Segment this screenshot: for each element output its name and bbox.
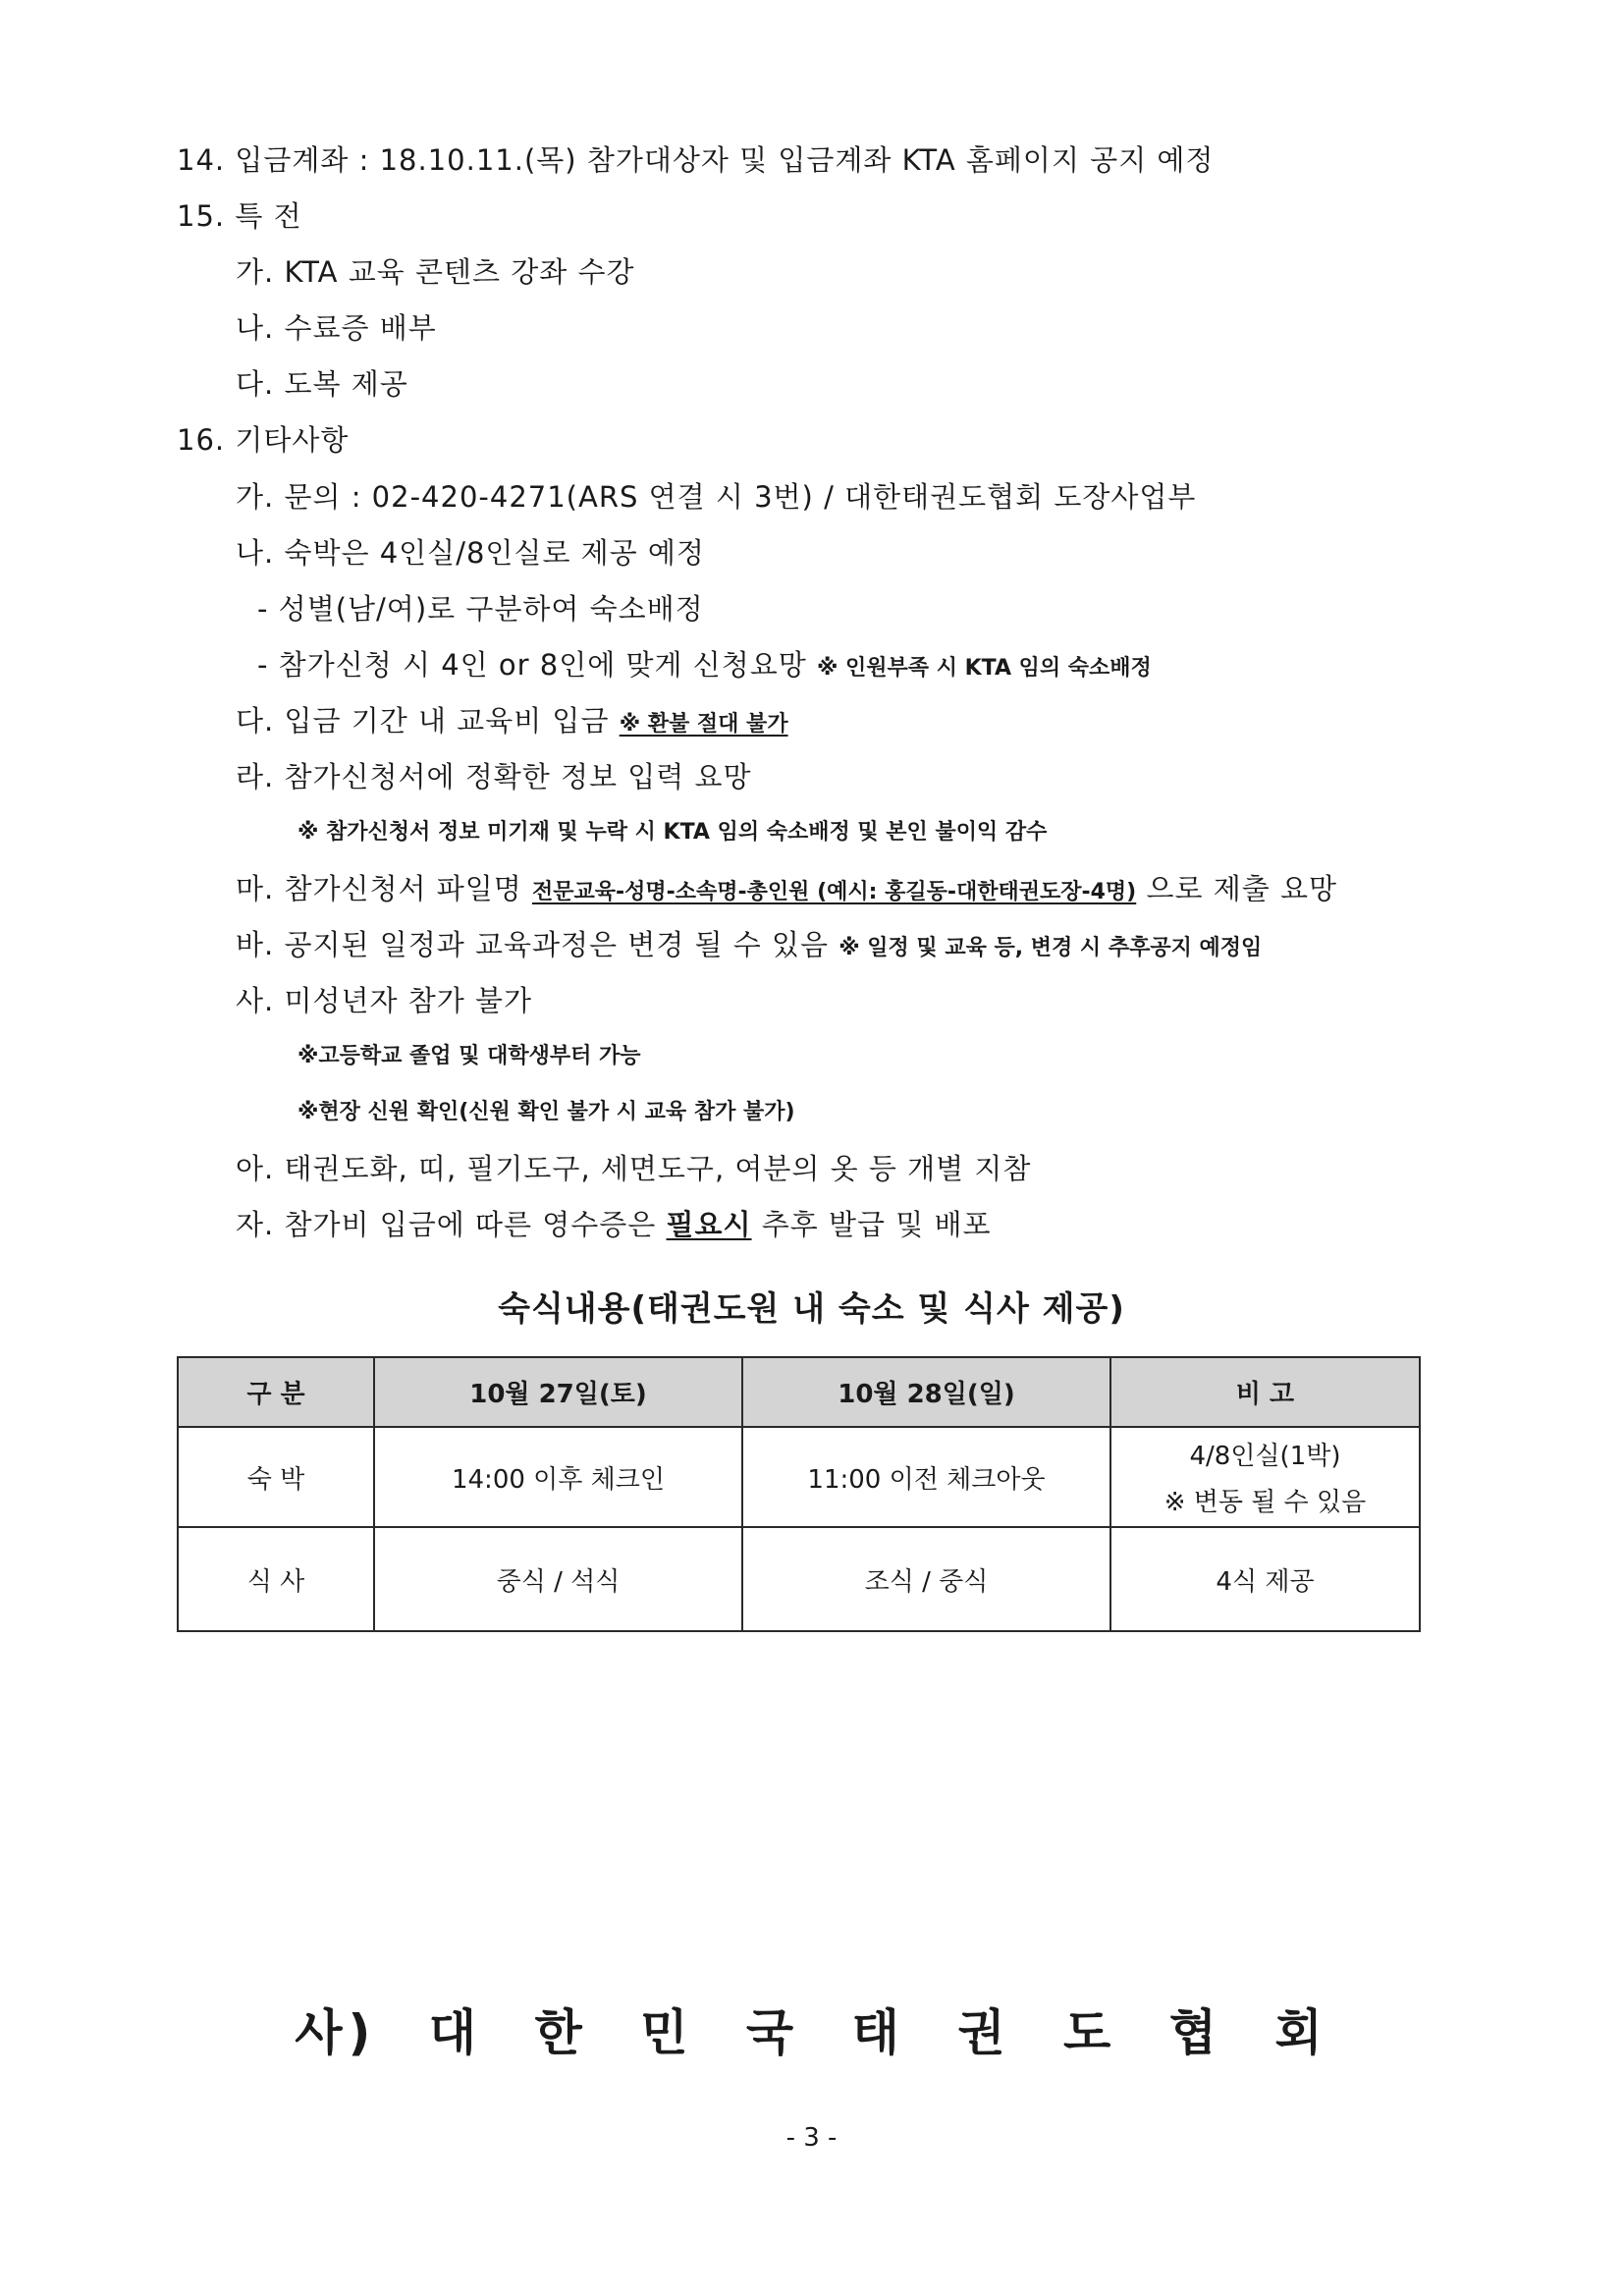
item-16-b-2-note: ※ 인원부족 시 KTA 임의 숙소배정 xyxy=(816,656,1152,681)
header-category: 구 분 xyxy=(178,1357,374,1427)
item-16-g-note-2: ※현장 신원 확인(신원 확인 불가 시 교육 참가 불가) xyxy=(298,1100,795,1124)
item-16-e xyxy=(236,869,1337,912)
item-16-c-text: 다. 입금 기간 내 교육비 입금 xyxy=(236,704,610,738)
item-16-i xyxy=(236,1205,992,1244)
item-16-e-tail: 으로 제출 요망 xyxy=(1146,872,1337,905)
lodging-meal-table xyxy=(177,1356,1421,1632)
remarks-note: ※ 변동 될 수 있음 xyxy=(1163,1488,1367,1517)
item-15-c: 다. 도복 제공 xyxy=(236,367,408,401)
row-remarks xyxy=(1110,1427,1420,1527)
item-16-i-tail: 추후 발급 및 배포 xyxy=(761,1208,992,1241)
table-caption: 숙식내용(태권도원 내 숙소 및 식사 제공) xyxy=(498,1289,1125,1329)
table-header-row xyxy=(178,1357,1420,1427)
row-label: 식 사 xyxy=(178,1527,374,1631)
row-day2: 조식 / 중식 xyxy=(742,1527,1110,1631)
item-16-i-emphasis: 필요시 xyxy=(666,1208,752,1241)
table-row xyxy=(178,1427,1420,1527)
item-16-b-1: - 성별(남/여)로 구분하여 숙소배정 xyxy=(257,592,704,626)
row-day1: 14:00 이후 체크인 xyxy=(374,1427,742,1527)
header-day2: 10월 28일(일) xyxy=(742,1357,1110,1427)
organization-name: 사) 대 한 민 국 태 권 도 협 회 xyxy=(295,2004,1328,2061)
item-15: 15. 특 전 xyxy=(177,199,302,233)
item-16-c-note: ※ 환불 절대 불가 xyxy=(619,712,788,737)
remarks-text: 4/8인실(1박) xyxy=(1189,1442,1341,1471)
item-16-e-format: 전문교육-성명-소속명-총인원 (예시: 홍길동-대한태권도장-4명) xyxy=(532,880,1137,904)
row-day1: 중식 / 석식 xyxy=(374,1527,742,1631)
item-16-a: 가. 문의 : 02-420-4271(ARS 연결 시 3번) / 대한태권도협회 도장사업부 xyxy=(236,480,1197,514)
row-day2: 11:00 이전 체크아웃 xyxy=(742,1427,1110,1527)
item-16-c xyxy=(236,701,788,744)
page-number: - 3 - xyxy=(785,2123,838,2153)
item-16: 16. 기타사항 xyxy=(177,423,350,457)
item-16-b-2-text: - 참가신청 시 4인 or 8인에 맞게 신청요망 xyxy=(257,648,807,682)
item-16-d-note: ※ 참가신청서 정보 미기재 및 누락 시 KTA 임의 숙소배정 및 본인 불이익 감수 xyxy=(298,820,1048,845)
item-16-b: 나. 숙박은 4인실/8인실로 제공 예정 xyxy=(236,536,705,570)
item-16-b-2 xyxy=(257,645,1152,688)
item-15-b: 나. 수료증 배부 xyxy=(236,311,437,345)
item-15-a: 가. KTA 교육 콘텐츠 강좌 수강 xyxy=(236,255,635,289)
item-16-i-text: 자. 참가비 입금에 따른 영수증은 xyxy=(236,1208,657,1241)
item-16-f-note: ※ 일정 및 교육 등, 변경 시 추후공지 예정임 xyxy=(839,936,1263,960)
row-remarks: 4식 제공 xyxy=(1110,1527,1420,1631)
header-remarks: 비 고 xyxy=(1110,1357,1420,1427)
item-16-g: 사. 미성년자 참가 불가 xyxy=(236,984,532,1017)
item-16-e-text: 마. 참가신청서 파일명 xyxy=(236,872,522,905)
table-row xyxy=(178,1527,1420,1631)
item-16-g-note-1: ※고등학교 졸업 및 대학생부터 가능 xyxy=(298,1044,641,1068)
row-label: 숙 박 xyxy=(178,1427,374,1527)
item-16-f-text: 바. 공지된 일정과 교육과정은 변경 될 수 있음 xyxy=(236,928,829,961)
header-day1: 10월 27일(토) xyxy=(374,1357,742,1427)
item-14: 14. 입금계좌 : 18.10.11.(목) 참가대상자 및 입금계좌 KTA 홈페이지 공지 예정 xyxy=(177,143,1215,177)
item-16-f xyxy=(236,925,1262,968)
item-16-h: 아. 태권도화, 띠, 필기도구, 세면도구, 여분의 옷 등 개별 지참 xyxy=(236,1152,1032,1185)
item-16-d: 라. 참가신청서에 정확한 정보 입력 요망 xyxy=(236,760,752,793)
